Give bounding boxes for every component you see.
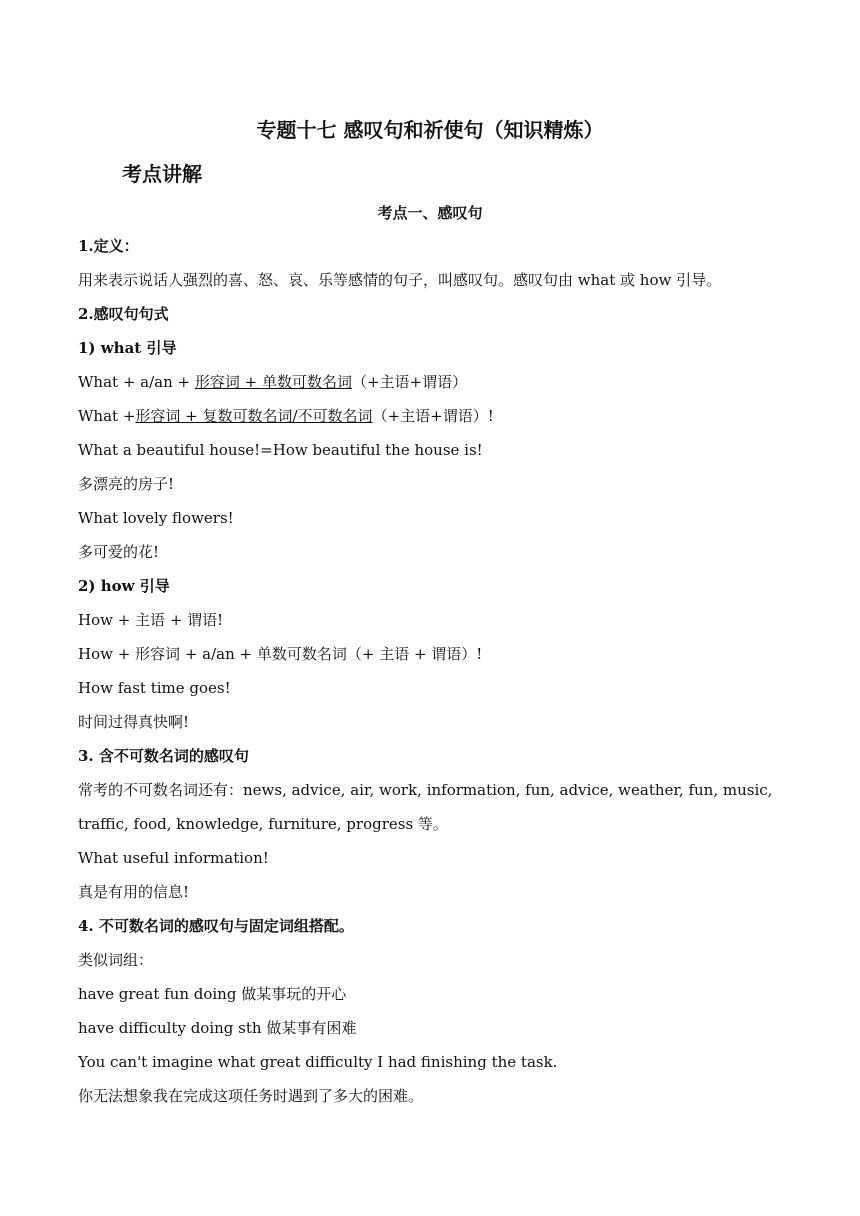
text-line: traffic, food, knowledge, furniture, progress 等。	[78, 815, 448, 833]
text-line: 用来表示说话人强烈的喜、怒、哀、乐等感情的句子，叫感叹句。感叹句由 what 或 how 引导。	[78, 271, 722, 289]
formula-suffix: （+主语+谓语）!	[372, 407, 494, 425]
formula-prefix: What +	[78, 407, 136, 425]
heading-definition: 1.定义：	[78, 237, 139, 255]
example-line: How fast time goes!	[78, 679, 231, 697]
translation-line: 你无法想象我在完成这项任务时遇到了多大的困难。	[78, 1087, 424, 1105]
formula-line: How + 主语 + 谓语!	[78, 611, 224, 629]
heading-how: 2) how 引导	[78, 577, 170, 595]
formula-underlined: 形容词 + 单数可数名词	[194, 373, 352, 391]
formula-suffix: （+主语+谓语）	[351, 373, 468, 391]
subheading: 考点一、感叹句	[377, 204, 483, 222]
heading-uncountable: 3. 含不可数名词的感叹句	[78, 747, 249, 765]
translation-line: 时间过得真快啊!	[78, 713, 190, 731]
formula-prefix: What + a/an +	[78, 373, 195, 391]
heading-phrases: 4. 不可数名词的感叹句与固定词组搭配。	[78, 917, 354, 935]
example-line: You can't imagine what great difficulty I had finishing the task.	[78, 1053, 558, 1071]
translation-line: 多可爱的花!	[78, 543, 160, 561]
formula-line	[78, 372, 467, 392]
formula-underlined: 形容词 + 复数可数名词/不可数名词	[135, 407, 373, 425]
phrase-line: have great fun doing 做某事玩的开心	[78, 985, 347, 1003]
heading-patterns: 2.感叹句句式	[78, 305, 169, 323]
text-line: 类似词组：	[78, 951, 154, 969]
phrase-line: have difficulty doing sth 做某事有困难	[78, 1019, 357, 1037]
translation-line: 多漂亮的房子!	[78, 475, 175, 493]
text-line: 常考的不可数名词还有：news, advice, air, work, information, fun, advice, weather, fun, music,	[78, 781, 773, 799]
page-title: 专题十七 感叹句和祈使句（知识精炼）	[256, 118, 604, 142]
example-line: What lovely flowers!	[78, 509, 234, 527]
formula-line	[78, 406, 494, 426]
section-heading: 考点讲解	[122, 162, 202, 186]
heading-what: 1) what 引导	[78, 339, 177, 357]
formula-line: How + 形容词 + a/an + 单数可数名词（+ 主语 + 谓语）!	[78, 645, 483, 663]
example-line: What a beautiful house!=How beautiful the house is!	[78, 441, 483, 459]
example-line: What useful information!	[78, 849, 269, 867]
translation-line: 真是有用的信息!	[78, 883, 190, 901]
